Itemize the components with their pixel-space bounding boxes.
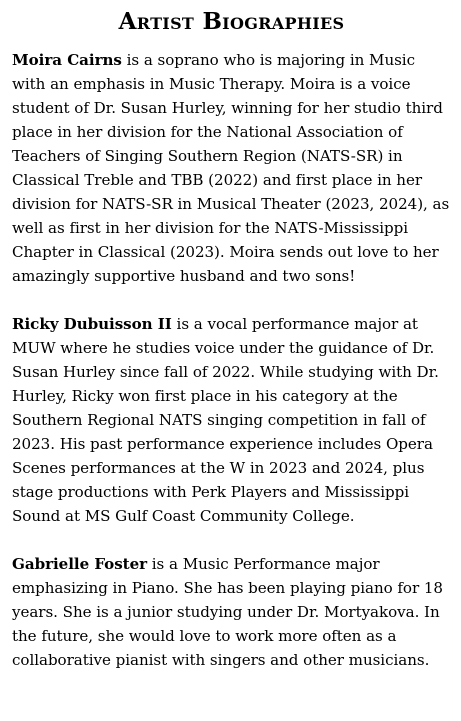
page-title: Artist Biographies [118, 8, 345, 35]
bio-text: is a soprano who is majoring in Music with an emphasis in Music Therapy. Moira is a voice student of Dr. Susan Hurley, winning for her studio third place in her division for the National Association of Teachers of Singing Southern Region (NATS-SR) in Classical Treble and TBB (2022) and first place in her division for NATS-SR in Musical Theater (2023, 2024), as well as first in her division for the NATS-Mississippi Chapter in Classical (2023). Moira sends out love to her amazingly supportive husband and two sons! [12, 51, 450, 285]
bio-ricky-dubuisson [12, 312, 451, 528]
bio-text: is a Music Performance major emphasizing in Piano. She has been playing piano for 18 years. She is a junior studying under Dr. Mortyakova. In the future, she would love to work more often as a collaborative pianist with singers and other musicians. [12, 555, 443, 669]
bio-moira-cairns [12, 48, 451, 288]
artist-name: Gabrielle Foster [12, 555, 148, 573]
bio-text: is a vocal performance major at MUW where he studies voice under the guidance of Dr. Susan Hurley since fall of 2022. While studying with Dr. Hurley, Ricky won first place in his category at the Southern Regional NATS singing competition in fall of 2023. His past performance experience includes Opera Scenes performances at the W in 2023 and 2024, plus stage productions with Perk Players and Mississippi Sound at MS Gulf Coast Community College. [12, 315, 439, 525]
artist-name: Ricky Dubuisson II [12, 315, 172, 333]
bio-gabrielle-foster [12, 552, 451, 672]
artist-name: Moira Cairns [12, 51, 122, 69]
